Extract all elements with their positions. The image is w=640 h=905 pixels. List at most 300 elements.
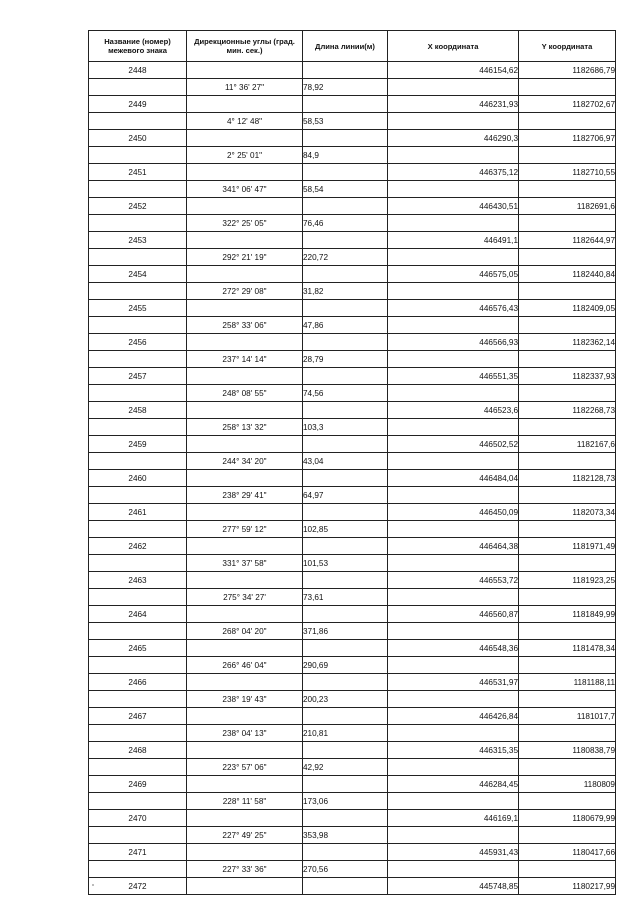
empty-cell — [89, 521, 187, 538]
segment-row — [89, 725, 616, 742]
header-y-coordinate: Y координата — [519, 31, 616, 62]
direction-angle: 341° 06' 47" — [187, 181, 303, 198]
empty-cell — [519, 113, 616, 130]
point-name: 2453 — [89, 232, 187, 249]
point-row — [89, 708, 616, 725]
y-coordinate: 1180809 — [519, 776, 616, 793]
empty-cell — [303, 776, 388, 793]
empty-cell — [388, 147, 519, 164]
x-coordinate: 446484,04 — [388, 470, 519, 487]
y-coordinate: 1181188,11 — [519, 674, 616, 691]
empty-cell — [303, 844, 388, 861]
segment-row — [89, 657, 616, 674]
empty-cell — [89, 657, 187, 674]
empty-cell — [89, 385, 187, 402]
empty-cell — [303, 130, 388, 147]
table-body — [89, 62, 616, 895]
empty-cell — [89, 759, 187, 776]
point-row — [89, 402, 616, 419]
line-length: 371,86 — [303, 623, 388, 640]
empty-cell — [89, 861, 187, 878]
point-name: 2454 — [89, 266, 187, 283]
empty-cell — [388, 589, 519, 606]
y-coordinate: 1180417,66 — [519, 844, 616, 861]
y-coordinate: 1182362,14 — [519, 334, 616, 351]
x-coordinate: 446551,35 — [388, 368, 519, 385]
empty-cell — [388, 79, 519, 96]
empty-cell — [303, 198, 388, 215]
direction-angle: 331° 37' 58" — [187, 555, 303, 572]
line-length: 200,23 — [303, 691, 388, 708]
empty-cell — [519, 827, 616, 844]
empty-cell — [303, 538, 388, 555]
y-coordinate: 1181923,25 — [519, 572, 616, 589]
empty-cell — [303, 436, 388, 453]
empty-cell — [89, 79, 187, 96]
x-coordinate: 446502,52 — [388, 436, 519, 453]
point-row — [89, 538, 616, 555]
empty-cell — [303, 300, 388, 317]
empty-cell — [519, 181, 616, 198]
empty-cell — [187, 198, 303, 215]
empty-cell — [187, 844, 303, 861]
direction-angle: 238° 29' 41" — [187, 487, 303, 504]
line-length: 353,98 — [303, 827, 388, 844]
empty-cell — [187, 572, 303, 589]
empty-cell — [303, 334, 388, 351]
empty-cell — [388, 351, 519, 368]
y-coordinate: 1181478,34 — [519, 640, 616, 657]
empty-cell — [187, 470, 303, 487]
y-coordinate: 1182706,97 — [519, 130, 616, 147]
direction-angle: 2° 25' 01" — [187, 147, 303, 164]
empty-cell — [89, 317, 187, 334]
line-length: 58,53 — [303, 113, 388, 130]
x-coordinate: 446430,51 — [388, 198, 519, 215]
line-length: 78,92 — [303, 79, 388, 96]
direction-angle: 237° 14' 14" — [187, 351, 303, 368]
x-coordinate: 446523,6 — [388, 402, 519, 419]
empty-cell — [388, 691, 519, 708]
x-coordinate: 446284,45 — [388, 776, 519, 793]
x-coordinate: 446450,09 — [388, 504, 519, 521]
empty-cell — [388, 385, 519, 402]
empty-cell — [89, 725, 187, 742]
scan-speck — [92, 884, 94, 886]
y-coordinate: 1181971,49 — [519, 538, 616, 555]
empty-cell — [388, 249, 519, 266]
point-row — [89, 776, 616, 793]
empty-cell — [519, 215, 616, 232]
point-name: 2457 — [89, 368, 187, 385]
empty-cell — [89, 113, 187, 130]
point-name: 2449 — [89, 96, 187, 113]
point-name: 2456 — [89, 334, 187, 351]
empty-cell — [187, 266, 303, 283]
empty-cell — [519, 725, 616, 742]
empty-cell — [89, 555, 187, 572]
segment-row — [89, 249, 616, 266]
empty-cell — [388, 181, 519, 198]
empty-cell — [303, 572, 388, 589]
empty-cell — [89, 419, 187, 436]
x-coordinate: 446375,12 — [388, 164, 519, 181]
line-length: 58,54 — [303, 181, 388, 198]
point-name: 2464 — [89, 606, 187, 623]
empty-cell — [89, 181, 187, 198]
empty-cell — [519, 793, 616, 810]
empty-cell — [388, 759, 519, 776]
empty-cell — [187, 232, 303, 249]
point-name: 2468 — [89, 742, 187, 759]
y-coordinate: 1182128,73 — [519, 470, 616, 487]
y-coordinate: 1182710,55 — [519, 164, 616, 181]
segment-row — [89, 453, 616, 470]
empty-cell — [187, 300, 303, 317]
direction-angle: 322° 25' 05" — [187, 215, 303, 232]
empty-cell — [89, 589, 187, 606]
empty-cell — [303, 470, 388, 487]
empty-cell — [187, 878, 303, 895]
empty-cell — [89, 215, 187, 232]
x-coordinate: 446169,1 — [388, 810, 519, 827]
point-name: 2461 — [89, 504, 187, 521]
point-row — [89, 844, 616, 861]
y-coordinate: 1182167,6 — [519, 436, 616, 453]
line-length: 270,56 — [303, 861, 388, 878]
point-row — [89, 96, 616, 113]
empty-cell — [388, 317, 519, 334]
direction-angle: 238° 04' 13" — [187, 725, 303, 742]
direction-angle: 275° 34' 27' — [187, 589, 303, 606]
y-coordinate: 1181849,99 — [519, 606, 616, 623]
point-row — [89, 266, 616, 283]
segment-row — [89, 555, 616, 572]
header-x-coordinate: X координата — [388, 31, 519, 62]
empty-cell — [303, 640, 388, 657]
segment-row — [89, 521, 616, 538]
line-length: 290,69 — [303, 657, 388, 674]
line-length: 73,61 — [303, 589, 388, 606]
point-name: 2469 — [89, 776, 187, 793]
direction-angle: 248° 08' 55" — [187, 385, 303, 402]
point-row — [89, 742, 616, 759]
segment-row — [89, 623, 616, 640]
segment-row — [89, 861, 616, 878]
direction-angle: 11° 36' 27" — [187, 79, 303, 96]
empty-cell — [519, 79, 616, 96]
empty-cell — [187, 334, 303, 351]
direction-angle: 268° 04' 20" — [187, 623, 303, 640]
empty-cell — [187, 402, 303, 419]
empty-cell — [519, 691, 616, 708]
empty-cell — [187, 62, 303, 79]
point-name: 2448 — [89, 62, 187, 79]
segment-row — [89, 181, 616, 198]
empty-cell — [519, 249, 616, 266]
empty-cell — [388, 453, 519, 470]
empty-cell — [303, 606, 388, 623]
point-name: 2466 — [89, 674, 187, 691]
empty-cell — [303, 164, 388, 181]
line-length: 31,82 — [303, 283, 388, 300]
segment-row — [89, 147, 616, 164]
point-row — [89, 470, 616, 487]
header-direction-angle: Дирекционные углы (град. мин. сек.) — [187, 31, 303, 62]
line-length: 47,86 — [303, 317, 388, 334]
x-coordinate: 446531,97 — [388, 674, 519, 691]
empty-cell — [519, 555, 616, 572]
point-row — [89, 198, 616, 215]
empty-cell — [303, 62, 388, 79]
empty-cell — [89, 453, 187, 470]
point-name: 2470 — [89, 810, 187, 827]
empty-cell — [519, 419, 616, 436]
empty-cell — [388, 487, 519, 504]
line-length: 84,9 — [303, 147, 388, 164]
point-row — [89, 300, 616, 317]
segment-row — [89, 827, 616, 844]
x-coordinate: 446231,93 — [388, 96, 519, 113]
direction-angle: 238° 19' 43" — [187, 691, 303, 708]
empty-cell — [303, 266, 388, 283]
empty-cell — [388, 793, 519, 810]
direction-angle: 292° 21' 19" — [187, 249, 303, 266]
point-name: 2460 — [89, 470, 187, 487]
point-row — [89, 436, 616, 453]
empty-cell — [187, 640, 303, 657]
empty-cell — [519, 521, 616, 538]
y-coordinate: 1182073,34 — [519, 504, 616, 521]
empty-cell — [519, 351, 616, 368]
y-coordinate: 1180838,79 — [519, 742, 616, 759]
direction-angle: 223° 57' 06" — [187, 759, 303, 776]
point-name: 2471 — [89, 844, 187, 861]
x-coordinate: 446315,35 — [388, 742, 519, 759]
empty-cell — [388, 555, 519, 572]
empty-cell — [303, 504, 388, 521]
direction-angle: 258° 13' 32" — [187, 419, 303, 436]
x-coordinate: 446154,62 — [388, 62, 519, 79]
empty-cell — [388, 861, 519, 878]
empty-cell — [519, 487, 616, 504]
x-coordinate: 445931,43 — [388, 844, 519, 861]
line-length: 220,72 — [303, 249, 388, 266]
point-row — [89, 640, 616, 657]
point-name: 2452 — [89, 198, 187, 215]
y-coordinate: 1180217,99 — [519, 878, 616, 895]
x-coordinate: 446426,84 — [388, 708, 519, 725]
empty-cell — [89, 487, 187, 504]
coordinates-table — [88, 30, 616, 895]
empty-cell — [187, 674, 303, 691]
empty-cell — [89, 249, 187, 266]
segment-row — [89, 589, 616, 606]
empty-cell — [89, 691, 187, 708]
empty-cell — [303, 878, 388, 895]
header-line-length: Длина линии(м) — [303, 31, 388, 62]
segment-row — [89, 283, 616, 300]
empty-cell — [187, 368, 303, 385]
empty-cell — [303, 368, 388, 385]
point-row — [89, 810, 616, 827]
header-point-name: Название (номер) межевого знака — [89, 31, 187, 62]
point-row — [89, 334, 616, 351]
empty-cell — [519, 861, 616, 878]
line-length: 64,97 — [303, 487, 388, 504]
x-coordinate: 446548,36 — [388, 640, 519, 657]
empty-cell — [388, 215, 519, 232]
y-coordinate: 1182440,84 — [519, 266, 616, 283]
x-coordinate: 446560,87 — [388, 606, 519, 623]
point-row — [89, 62, 616, 79]
line-length: 42,92 — [303, 759, 388, 776]
direction-angle: 277° 59' 12" — [187, 521, 303, 538]
empty-cell — [303, 708, 388, 725]
line-length: 43,04 — [303, 453, 388, 470]
empty-cell — [519, 589, 616, 606]
y-coordinate: 1182644,97 — [519, 232, 616, 249]
empty-cell — [519, 657, 616, 674]
segment-row — [89, 691, 616, 708]
y-coordinate: 1182337,93 — [519, 368, 616, 385]
empty-cell — [388, 827, 519, 844]
direction-angle: 228° 11' 58" — [187, 793, 303, 810]
x-coordinate: 446553,72 — [388, 572, 519, 589]
x-coordinate: 446491,1 — [388, 232, 519, 249]
empty-cell — [388, 419, 519, 436]
empty-cell — [388, 623, 519, 640]
empty-cell — [519, 147, 616, 164]
segment-row — [89, 385, 616, 402]
point-name: 2462 — [89, 538, 187, 555]
segment-row — [89, 793, 616, 810]
empty-cell — [519, 759, 616, 776]
point-name: 2455 — [89, 300, 187, 317]
point-name: 2458 — [89, 402, 187, 419]
line-length: 76,46 — [303, 215, 388, 232]
empty-cell — [89, 623, 187, 640]
empty-cell — [519, 385, 616, 402]
empty-cell — [303, 96, 388, 113]
empty-cell — [187, 164, 303, 181]
point-name: 2467 — [89, 708, 187, 725]
y-coordinate: 1182702,67 — [519, 96, 616, 113]
empty-cell — [187, 538, 303, 555]
line-length: 173,06 — [303, 793, 388, 810]
x-coordinate: 446290,3 — [388, 130, 519, 147]
empty-cell — [519, 623, 616, 640]
y-coordinate: 1182268,73 — [519, 402, 616, 419]
empty-cell — [89, 351, 187, 368]
x-coordinate: 445748,85 — [388, 878, 519, 895]
point-row — [89, 130, 616, 147]
empty-cell — [187, 504, 303, 521]
direction-angle: 227° 49' 25" — [187, 827, 303, 844]
empty-cell — [187, 130, 303, 147]
point-row — [89, 504, 616, 521]
table-header-row — [89, 31, 616, 62]
point-row — [89, 572, 616, 589]
empty-cell — [187, 708, 303, 725]
point-row — [89, 232, 616, 249]
empty-cell — [388, 657, 519, 674]
segment-row — [89, 419, 616, 436]
point-row — [89, 606, 616, 623]
empty-cell — [303, 674, 388, 691]
direction-angle: 266° 46' 04" — [187, 657, 303, 674]
line-length: 28,79 — [303, 351, 388, 368]
segment-row — [89, 487, 616, 504]
point-name: 2463 — [89, 572, 187, 589]
point-row — [89, 368, 616, 385]
direction-angle: 244° 34' 20" — [187, 453, 303, 470]
x-coordinate: 446464,38 — [388, 538, 519, 555]
segment-row — [89, 215, 616, 232]
empty-cell — [519, 317, 616, 334]
empty-cell — [89, 147, 187, 164]
empty-cell — [89, 283, 187, 300]
point-name: 2451 — [89, 164, 187, 181]
empty-cell — [187, 776, 303, 793]
x-coordinate: 446575,05 — [388, 266, 519, 283]
empty-cell — [519, 453, 616, 470]
direction-angle: 227° 33' 36" — [187, 861, 303, 878]
segment-row — [89, 351, 616, 368]
empty-cell — [89, 827, 187, 844]
point-name: 2450 — [89, 130, 187, 147]
segment-row — [89, 759, 616, 776]
point-row — [89, 674, 616, 691]
y-coordinate: 1182691,6 — [519, 198, 616, 215]
y-coordinate: 1181017,7 — [519, 708, 616, 725]
empty-cell — [303, 232, 388, 249]
empty-cell — [187, 810, 303, 827]
y-coordinate: 1180679,99 — [519, 810, 616, 827]
line-length: 103,3 — [303, 419, 388, 436]
point-name: 2472 — [89, 878, 187, 895]
point-name: 2465 — [89, 640, 187, 657]
empty-cell — [187, 606, 303, 623]
empty-cell — [303, 742, 388, 759]
empty-cell — [303, 810, 388, 827]
point-row — [89, 164, 616, 181]
segment-row — [89, 113, 616, 130]
direction-angle: 4° 12' 48" — [187, 113, 303, 130]
line-length: 74,56 — [303, 385, 388, 402]
empty-cell — [303, 402, 388, 419]
empty-cell — [388, 521, 519, 538]
segment-row — [89, 317, 616, 334]
line-length: 210,81 — [303, 725, 388, 742]
empty-cell — [187, 96, 303, 113]
empty-cell — [187, 742, 303, 759]
line-length: 101,53 — [303, 555, 388, 572]
y-coordinate: 1182409,05 — [519, 300, 616, 317]
y-coordinate: 1182686,79 — [519, 62, 616, 79]
empty-cell — [89, 793, 187, 810]
empty-cell — [388, 725, 519, 742]
point-name: 2459 — [89, 436, 187, 453]
direction-angle: 258° 33' 06" — [187, 317, 303, 334]
empty-cell — [388, 113, 519, 130]
empty-cell — [388, 283, 519, 300]
line-length: 102,85 — [303, 521, 388, 538]
x-coordinate: 446566,93 — [388, 334, 519, 351]
empty-cell — [519, 283, 616, 300]
segment-row — [89, 79, 616, 96]
point-row — [89, 878, 616, 895]
